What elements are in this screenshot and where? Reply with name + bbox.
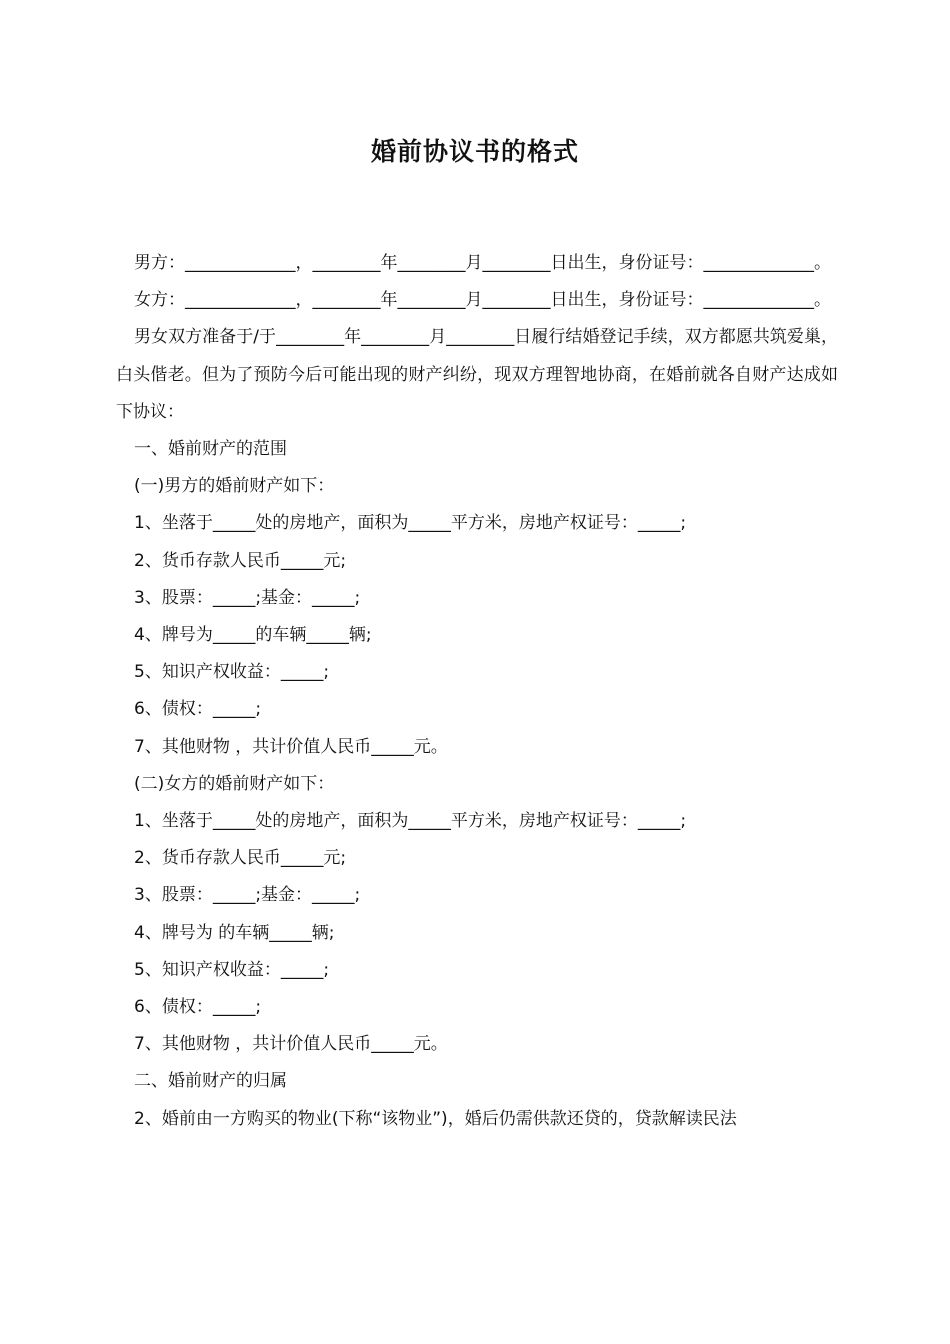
- list-item: 6、债权：_____;: [134, 997, 262, 1018]
- document-title: 婚前协议书的格式: [370, 137, 579, 166]
- female-party-line: 女方：_____________，________年________月________日出生，身份证号：_____________。: [134, 290, 831, 311]
- list-item: 2、婚前由一方购买的物业(下称“该物业”)，婚后仍需供款还贷的，贷款解读民法: [134, 1108, 737, 1129]
- list-item: 7、其他财物 ，共计价值人民币_____元。: [134, 1034, 448, 1055]
- list-item: 3、股票：_____;基金：_____;: [134, 885, 361, 906]
- intro-paragraph: 男女双方准备于/于________年________月________日履行结婚登记手续，双方都愿共筑爱巢，白头偕老。但为了预防今后可能出现的财产纠纷，现双方理智地协商，在婚前就各自财产达成如下协议：: [116, 327, 838, 422]
- male-party-line: 男方：_____________，________年________月________日出生，身份证号：_____________。: [134, 253, 831, 273]
- list-item: 1、坐落于_____处的房地产，面积为_____平方米，房地产权证号：_____;: [134, 513, 687, 534]
- list-item: 1、坐落于_____处的房地产，面积为_____平方米，房地产权证号：_____;: [134, 811, 687, 832]
- list-item: 3、股票：_____;基金：_____;: [134, 587, 361, 608]
- section-heading: 二、婚前财产的归属: [134, 1071, 287, 1092]
- document-body: [116, 245, 838, 1138]
- subsection-heading: (一)男方的婚前财产如下：: [134, 476, 335, 497]
- list-item: 2、货币存款人民币_____元;: [134, 550, 347, 571]
- list-item: 5、知识产权收益：_____;: [134, 959, 330, 980]
- list-item: 4、牌号为_____的车辆_____辆;: [134, 625, 372, 646]
- list-item: 2、货币存款人民币_____元;: [134, 848, 347, 869]
- list-item: 5、知识产权收益：_____;: [134, 662, 330, 683]
- list-item: 7、其他财物 ，共计价值人民币_____元。: [134, 736, 448, 757]
- list-item: 4、牌号为 的车辆_____辆;: [134, 922, 335, 943]
- list-item: 6、债权：_____;: [134, 699, 262, 720]
- section-heading: 一、婚前财产的范围: [134, 439, 287, 460]
- subsection-heading: (二)女方的婚前财产如下：: [134, 773, 335, 794]
